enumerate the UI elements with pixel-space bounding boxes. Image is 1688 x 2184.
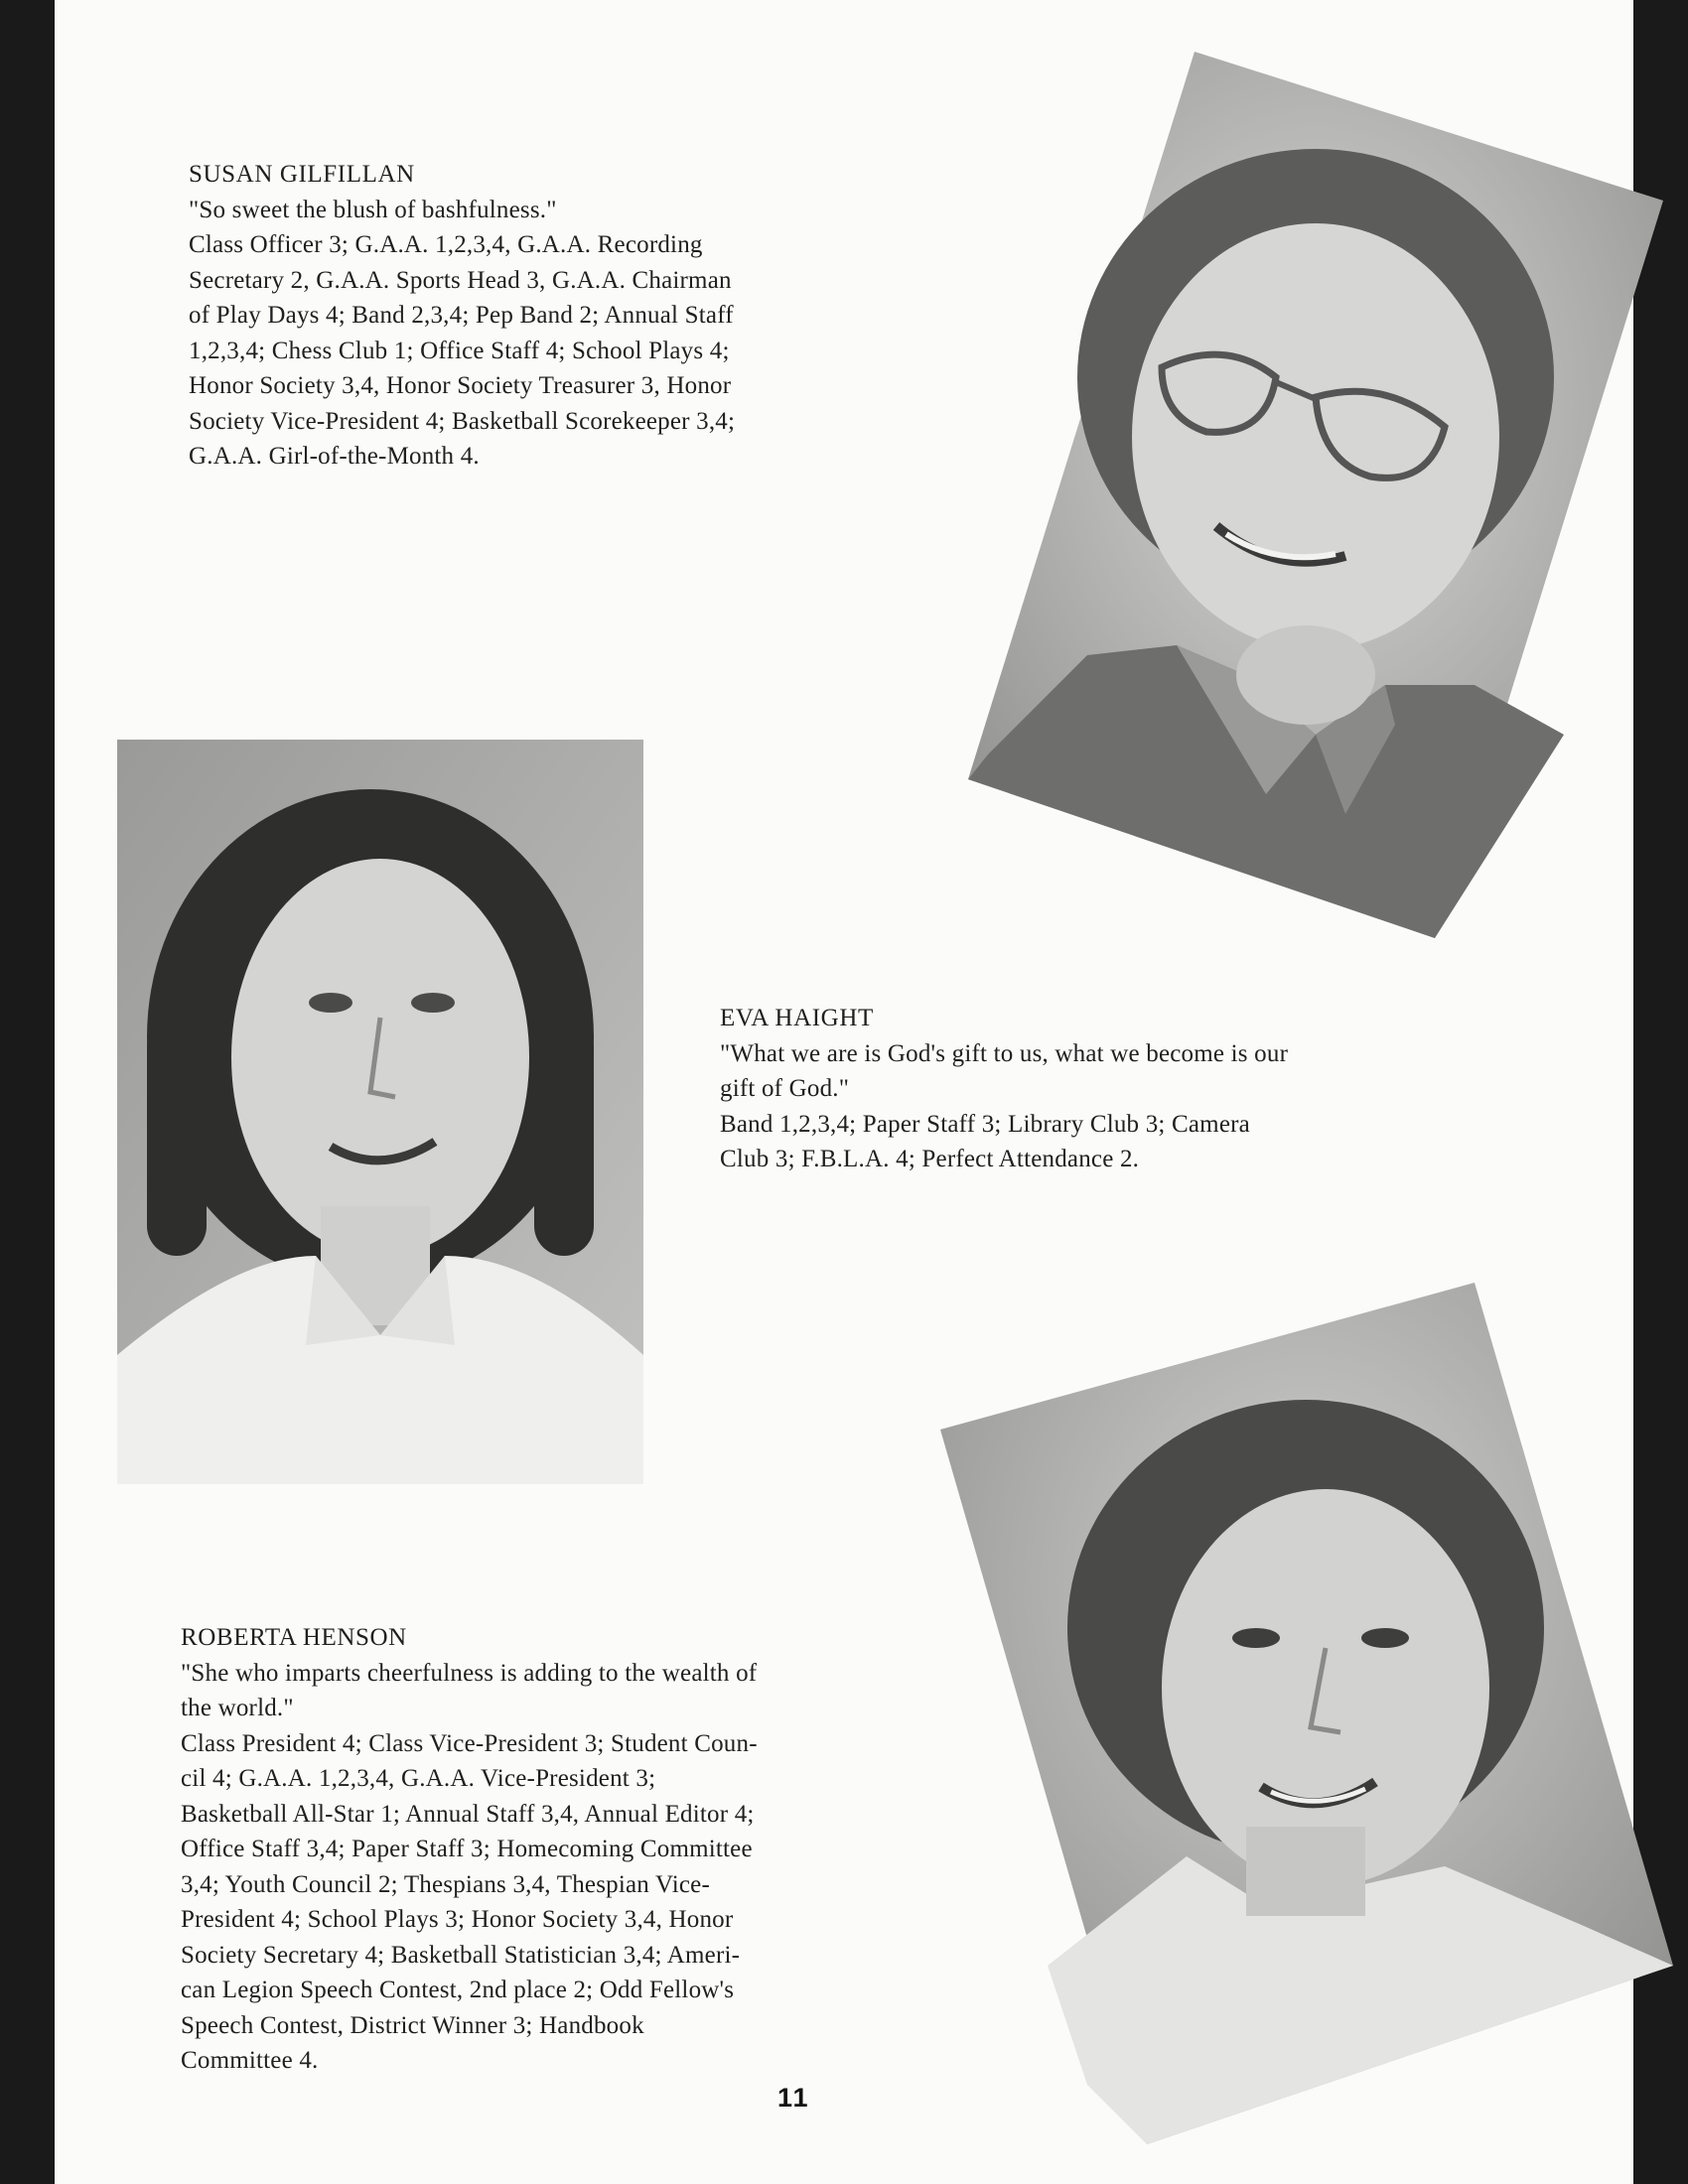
bio-line: Class Officer 3; G.A.A. 1,2,3,4, G.A.A. Recording bbox=[189, 231, 703, 258]
portrait-photo-eva-haight bbox=[117, 740, 643, 1484]
bio-line: "So sweet the blush of bashfulness." bbox=[189, 196, 557, 223]
bio-eva-haight bbox=[720, 1001, 1288, 1177]
bio-line: G.A.A. Girl-of-the-Month 4. bbox=[189, 443, 480, 470]
bio-line: of Play Days 4; Band 2,3,4; Pep Band 2; Annual Staff bbox=[189, 302, 734, 329]
yearbook-page bbox=[55, 0, 1633, 2184]
bio-line: Society Vice-President 4; Basketball Scorekeeper 3,4; bbox=[189, 407, 736, 435]
bio-line: Honor Society 3,4, Honor Society Treasurer 3, Honor bbox=[189, 372, 732, 399]
bio-line: the world." bbox=[181, 1695, 294, 1721]
bio-line: can Legion Speech Contest, 2nd place 2; Odd Fellow's bbox=[181, 1977, 735, 2003]
bio-susan-gilfillan bbox=[189, 157, 735, 475]
bio-line: Speech Contest, District Winner 3; Handbook bbox=[181, 2011, 644, 2039]
student-name: ROBERTA HENSON bbox=[181, 1624, 407, 1651]
bio-line: "What we are is God's gift to us, what we become is our bbox=[720, 1039, 1289, 1067]
bio-line: Society Secretary 4; Basketball Statistician 3,4; Ameri- bbox=[181, 1941, 741, 1969]
bio-line: gift of God." bbox=[720, 1075, 850, 1102]
bio-line: Office Staff 3,4; Paper Staff 3; Homecoming Committee bbox=[181, 1836, 753, 1862]
bio-line: Secretary 2, G.A.A. Sports Head 3, G.A.A. Chairman bbox=[189, 266, 732, 294]
student-name: EVA HAIGHT bbox=[720, 1005, 874, 1031]
bio-line: 3,4; Youth Council 2; Thespians 3,4, Thespian Vice- bbox=[181, 1870, 710, 1898]
bio-line: Basketball All-Star 1; Annual Staff 3,4, Annual Editor 4; bbox=[181, 1800, 755, 1828]
bio-line: Committee 4. bbox=[181, 2047, 319, 2074]
bio-line: Club 3; F.B.L.A. 4; Perfect Attendance 2. bbox=[720, 1146, 1140, 1172]
page-number: 11 bbox=[777, 2083, 810, 2113]
portrait-photo-roberta-henson bbox=[889, 1271, 1683, 2184]
bio-roberta-henson bbox=[181, 1620, 758, 2079]
bio-line: Band 1,2,3,4; Paper Staff 3; Library Club 3; Camera bbox=[720, 1110, 1250, 1138]
bio-line: "She who imparts cheerfulness is adding to the wealth of bbox=[181, 1659, 758, 1687]
bio-line: President 4; School Plays 3; Honor Society 3,4, Honor bbox=[181, 1906, 734, 1933]
portrait-photo-susan-gilfillan bbox=[918, 40, 1683, 953]
bio-line: cil 4; G.A.A. 1,2,3,4, G.A.A. Vice-President 3; bbox=[181, 1765, 656, 1792]
bio-line: 1,2,3,4; Chess Club 1; Office Staff 4; School Plays 4; bbox=[189, 337, 730, 364]
bio-line: Class President 4; Class Vice-President 3; Student Coun- bbox=[181, 1729, 758, 1757]
student-name: SUSAN GILFILLAN bbox=[189, 161, 415, 188]
